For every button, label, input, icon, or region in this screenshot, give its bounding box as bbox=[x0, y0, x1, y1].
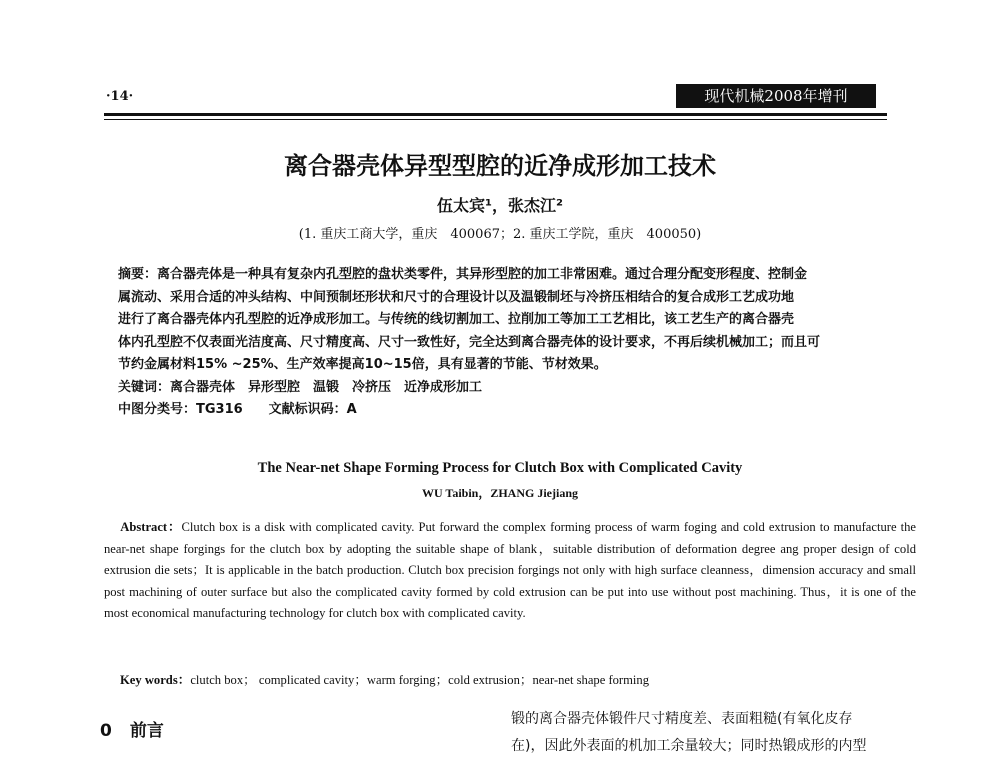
abstract-en-text: Clutch box is a disk with complicated cavity. Put forward the complex forming process of warm foging and cold extrusion to manufacture the near-net shape forgings for the clutch box by adopting the suitable shape of blank，suitable distribution of deformation degree ang proper design of cold extrusion die sets；It is applicable in the batch production. Clutch box precision forgings not only with high surface cleanness，dimension accuracy and small post machining of outer surface but also the complicated cavity formed by cold extrusion can be put into use without post machining. Thus，it is one of the most economical manufacturing technology for clutch box with complicated cavity. bbox=[104, 520, 916, 621]
keywords-en-label: Key words： bbox=[120, 673, 191, 687]
abstract-cn-line: 体内孔型腔不仅表面光洁度高、尺寸精度高、尺寸一致性好，完全达到离合器壳体的设计要求，不再后续机械加工；而且可 bbox=[118, 334, 821, 350]
body-line: 锻的离合器壳体锻件尺寸精度差、表面粗糙(有氧化皮存 bbox=[511, 711, 853, 727]
header-rule-thin bbox=[104, 119, 887, 120]
abstract-cn-line: 摘要：离合器壳体是一种具有复杂内孔型腔的盘状类零件，其异形型腔的加工非常困难。通过合理分配变形程度、控制金 bbox=[118, 267, 808, 282]
right-column-text bbox=[511, 706, 916, 760]
abstract-cn-line: 进行了离合器壳体内孔型腔的近净成形加工。与传统的线切割加工、拉削加工等加工工艺相比，该工艺生产的离合器壳 bbox=[118, 312, 795, 327]
section-title: 前言 bbox=[129, 721, 164, 741]
header-rule bbox=[104, 113, 887, 116]
section-heading bbox=[100, 716, 182, 741]
page-number: ·14· bbox=[106, 89, 134, 104]
title-en: The Near-net Shape Forming Process for Clutch Box with Complicated Cavity bbox=[257, 460, 743, 476]
body-line: 在)，因此外表面的机加工余量较大；同时热锻成形的内型 bbox=[511, 738, 867, 754]
paper-title: 离合器壳体异型型腔的近净成形加工技术 bbox=[284, 152, 716, 180]
affiliation: (1. 重庆工商大学，重庆 400067；2. 重庆工学院，重庆 400050) bbox=[298, 227, 702, 242]
keywords-en-text: clutch box； complicated cavity；warm forging；cold extrusion；near-net shape forming bbox=[190, 673, 650, 687]
authors-en: WU Taibin，ZHANG Jiejiang bbox=[421, 486, 579, 500]
abstract-en bbox=[104, 517, 916, 625]
keywords-cn: 关键词：离合器壳体 异形型腔 温锻 冷挤压 近净成形加工 bbox=[118, 379, 483, 395]
keywords-en bbox=[120, 669, 649, 688]
journal-banner: 现代机械2008年增刊 bbox=[676, 84, 876, 108]
section-number: 0 bbox=[100, 721, 112, 741]
classification: 中图分类号：TG316 文献标识码：A bbox=[118, 402, 357, 417]
abstract-en-label: Abstract： bbox=[120, 520, 182, 534]
abstract-cn-line: 节约金属材料15% ~25%、生产效率提高10~15倍，具有显著的节能、节材效果。 bbox=[118, 357, 607, 372]
authors: 伍太宾¹，张杰江² bbox=[436, 196, 564, 215]
abstract-cn bbox=[118, 264, 918, 422]
abstract-cn-line: 属流动、采用合适的冲头结构、中间预制坯形状和尺寸的合理设计以及温锻制坯与冷挤压相结合的复合成形工艺成功地 bbox=[118, 289, 795, 305]
